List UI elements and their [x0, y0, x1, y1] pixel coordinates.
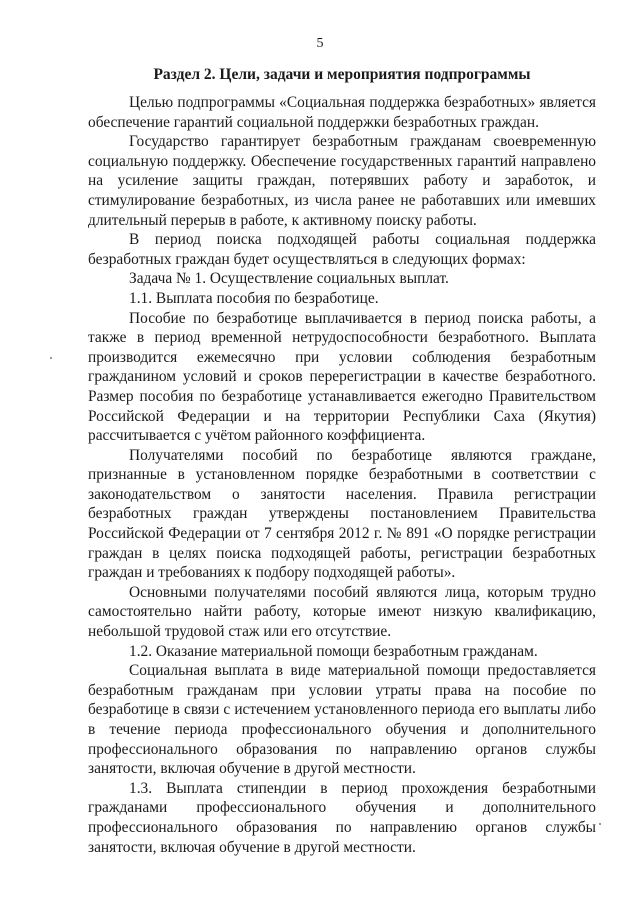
paragraph-main-recipients: Основными получателями пособий являются лица, которым трудно самостоятельно найти работу, которые имеют низкую квалификацию, небольшой трудовой стаж или его отсутствие. — [88, 583, 596, 641]
paragraph-task-1: Задача № 1. Осуществление социальных выплат. — [129, 270, 449, 288]
document-body — [88, 93, 596, 857]
paragraph-item-1-2: 1.2. Оказание материальной помощи безработным гражданам. — [129, 642, 538, 660]
paragraph-goal: Целью подпрограммы «Социальная поддержка безработных» является обеспечение гарантий социальной поддержки безработных граждан. — [88, 94, 596, 131]
paragraph-item-1-3: 1.3. Выплата стипендии в период прохождения безработными гражданами профессионального обучения и дополнительного профессионального образования по направлению органов службы занятости, включая обучение в другой местности. — [88, 779, 596, 856]
scan-speck — [50, 357, 52, 359]
paragraph-benefit-recipients: Получателями пособий по безработице являются граждане, признанные в установленном порядке безработными в соответствии с законодательством о занятости населения. Правила регистрации безработных граждан утверждены постановлением Правительства Российской Федерации от 7 сентября 2012 г. № 891 «О порядке регистрации граждан в целях поиска подходящей работы, регистрации безработных граждан и требованиях к подбору подходящей работы». — [88, 446, 596, 582]
paragraph-item-1-1: 1.1. Выплата пособия по безработице. — [129, 289, 379, 307]
scan-speck — [599, 823, 601, 825]
paragraph-material-aid: Социальная выплата в виде материальной помощи предоставляется безработным гражданам при условии утраты права на пособие по безработице в связи с истечением установленного периода его выплаты либо в течение периода профессионального обучения и дополнительного профессионального образования по направлению органов службы занятости, включая обучение в другой местности. — [88, 662, 596, 778]
paragraph-benefit-payment: Пособие по безработице выплачивается в период поиска работы, а также в период временной нетрудоспособности безработного. Выплата производится ежемесячно при условии соблюдения безработным гражданином условий и сроков перерегистрации в качестве безработного. Размер пособия по безработице устанавливается ежегодно Правительством Российской Федерации и на территории Республики Саха (Якутия) рассчитывается с учётом районного коэффициента. — [88, 309, 596, 445]
page-number: 5 — [316, 36, 324, 51]
section-title: Раздел 2. Цели, задачи и мероприятия подпрограммы — [153, 66, 531, 83]
paragraph-support-forms: В период поиска подходящей работы социальная поддержка безработных граждан будет осуществляться в следующих формах: — [88, 231, 596, 268]
paragraph-state-guarantee: Государство гарантирует безработным гражданам своевременную социальную поддержку. Обеспечение государственных гарантий направлено на усиление защиты граждан, потерявших работу и заработок, и стимулирование безработных, из числа ранее не работавших или имевших длительный перерыв в работе, к активному поиску работы. — [88, 133, 596, 229]
